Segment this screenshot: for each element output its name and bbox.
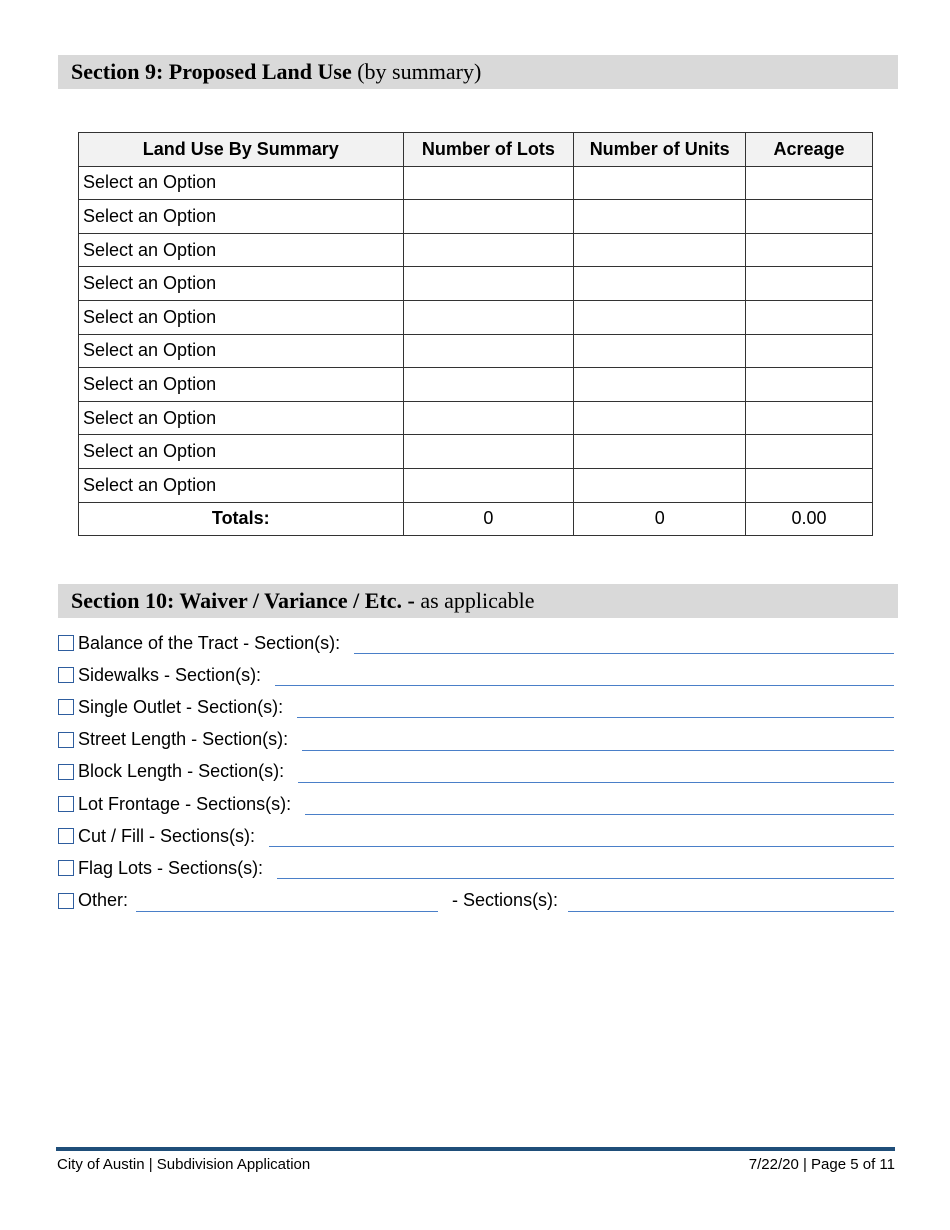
units-cell[interactable] xyxy=(574,267,746,301)
totals-label: Totals: xyxy=(79,502,404,536)
other-sections-input[interactable] xyxy=(568,890,894,912)
sidewalks-sections-input[interactable] xyxy=(275,664,894,686)
acreage-cell[interactable] xyxy=(746,435,873,469)
lots-cell[interactable] xyxy=(403,401,574,435)
section-10-title: Section 10: Waiver / Variance / Etc. - xyxy=(71,588,415,613)
acreage-cell[interactable] xyxy=(746,267,873,301)
waiver-row-cut-fill xyxy=(58,820,894,852)
land-use-select[interactable]: Select an Option xyxy=(79,468,404,502)
units-cell[interactable] xyxy=(574,435,746,469)
footer-page-info: 7/22/20 | Page 5 of 11 xyxy=(748,1156,895,1173)
waiver-label: Single Outlet - Section(s): xyxy=(78,696,284,717)
waiver-row-single-outlet xyxy=(58,691,894,723)
col-header-land-use: Land Use By Summary xyxy=(79,133,404,167)
footer-divider xyxy=(56,1147,895,1151)
table-row xyxy=(79,401,873,435)
waiver-row-lot-frontage xyxy=(58,788,894,820)
acreage-cell[interactable] xyxy=(746,300,873,334)
acreage-cell[interactable] xyxy=(746,368,873,402)
balance-of-tract-checkbox[interactable] xyxy=(58,635,74,651)
single-outlet-sections-input[interactable] xyxy=(297,696,894,718)
lots-cell[interactable] xyxy=(403,233,574,267)
land-use-select[interactable]: Select an Option xyxy=(79,166,404,200)
units-cell[interactable] xyxy=(574,233,746,267)
lots-cell[interactable] xyxy=(403,468,574,502)
units-cell[interactable] xyxy=(574,401,746,435)
waiver-label: Block Length - Section(s): xyxy=(78,761,285,782)
total-acreage: 0.00 xyxy=(746,502,873,536)
acreage-cell[interactable] xyxy=(746,200,873,234)
lot-frontage-sections-input[interactable] xyxy=(305,793,894,815)
acreage-cell[interactable] xyxy=(746,334,873,368)
land-use-select[interactable]: Select an Option xyxy=(79,267,404,301)
col-header-lots: Number of Lots xyxy=(403,133,574,167)
acreage-cell[interactable] xyxy=(746,233,873,267)
lots-cell[interactable] xyxy=(403,166,574,200)
land-use-select[interactable]: Select an Option xyxy=(79,368,404,402)
table-row xyxy=(79,468,873,502)
table-row xyxy=(79,435,873,469)
units-cell[interactable] xyxy=(574,468,746,502)
other-sections-label: - Sections(s): xyxy=(452,890,559,911)
flag-lots-checkbox[interactable] xyxy=(58,860,74,876)
lots-cell[interactable] xyxy=(403,368,574,402)
acreage-cell[interactable] xyxy=(746,166,873,200)
land-use-select[interactable]: Select an Option xyxy=(79,200,404,234)
lots-cell[interactable] xyxy=(403,200,574,234)
waiver-row-block-length xyxy=(58,756,894,788)
units-cell[interactable] xyxy=(574,334,746,368)
other-checkbox[interactable] xyxy=(58,893,74,909)
section-9-subtitle: (by summary) xyxy=(351,59,482,84)
sidewalks-checkbox[interactable] xyxy=(58,667,74,683)
waiver-label: Balance of the Tract - Section(s): xyxy=(78,632,341,653)
block-length-sections-input[interactable] xyxy=(298,761,894,783)
waiver-label: Flag Lots - Sections(s): xyxy=(78,857,264,878)
table-row xyxy=(79,334,873,368)
land-use-table xyxy=(78,132,873,536)
units-cell[interactable] xyxy=(574,166,746,200)
flag-lots-sections-input[interactable] xyxy=(277,857,894,879)
table-row xyxy=(79,200,873,234)
lots-cell[interactable] xyxy=(403,334,574,368)
waiver-label: Cut / Fill - Sections(s): xyxy=(78,825,256,846)
block-length-checkbox[interactable] xyxy=(58,764,74,780)
waiver-row-flag-lots xyxy=(58,852,894,884)
table-row xyxy=(79,300,873,334)
section-9-title: Section 9: Proposed Land Use xyxy=(71,59,352,84)
waiver-row-balance-of-tract xyxy=(58,627,894,659)
footer-org: City of Austin | Subdivision Application xyxy=(57,1156,311,1173)
totals-row xyxy=(79,502,873,536)
land-use-select[interactable]: Select an Option xyxy=(79,435,404,469)
cut-fill-checkbox[interactable] xyxy=(58,828,74,844)
land-use-select[interactable]: Select an Option xyxy=(79,334,404,368)
table-row xyxy=(79,267,873,301)
other-description-input[interactable] xyxy=(136,890,438,912)
total-lots: 0 xyxy=(403,502,574,536)
lots-cell[interactable] xyxy=(403,435,574,469)
total-units: 0 xyxy=(574,502,746,536)
lot-frontage-checkbox[interactable] xyxy=(58,796,74,812)
lots-cell[interactable] xyxy=(403,267,574,301)
table-row xyxy=(79,368,873,402)
waiver-label: Street Length - Section(s): xyxy=(78,729,289,750)
col-header-acreage: Acreage xyxy=(746,133,873,167)
table-row xyxy=(79,233,873,267)
section-10-subtitle: as applicable xyxy=(414,588,535,613)
lots-cell[interactable] xyxy=(403,300,574,334)
acreage-cell[interactable] xyxy=(746,468,873,502)
table-row xyxy=(79,166,873,200)
land-use-select[interactable]: Select an Option xyxy=(79,300,404,334)
waiver-row-other xyxy=(58,885,894,917)
section-10-header xyxy=(58,584,898,618)
units-cell[interactable] xyxy=(574,368,746,402)
acreage-cell[interactable] xyxy=(746,401,873,435)
land-use-select[interactable]: Select an Option xyxy=(79,233,404,267)
balance-of-tract-sections-input[interactable] xyxy=(354,632,894,654)
street-length-checkbox[interactable] xyxy=(58,732,74,748)
cut-fill-sections-input[interactable] xyxy=(269,825,894,847)
waiver-row-sidewalks xyxy=(58,659,894,691)
table-header-row xyxy=(79,133,873,167)
waiver-list xyxy=(58,627,894,917)
waiver-row-street-length xyxy=(58,724,894,756)
col-header-units: Number of Units xyxy=(574,133,746,167)
other-label: Other: xyxy=(78,890,129,911)
units-cell[interactable] xyxy=(574,300,746,334)
waiver-label: Lot Frontage - Sections(s): xyxy=(78,793,292,814)
land-use-select[interactable]: Select an Option xyxy=(79,401,404,435)
units-cell[interactable] xyxy=(574,200,746,234)
waiver-label: Sidewalks - Section(s): xyxy=(78,664,262,685)
street-length-sections-input[interactable] xyxy=(302,729,894,751)
single-outlet-checkbox[interactable] xyxy=(58,699,74,715)
section-9-header xyxy=(58,55,898,89)
